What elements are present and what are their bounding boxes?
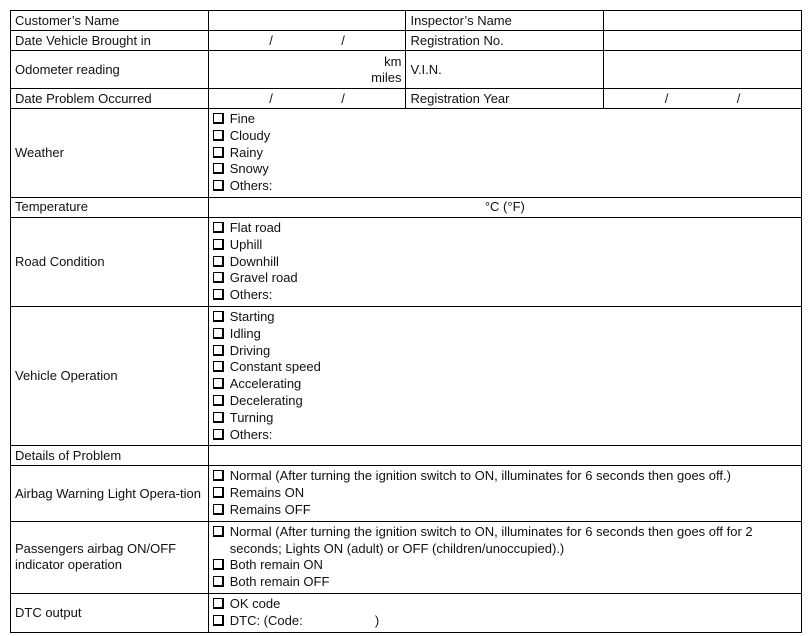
inspectors-name-field[interactable] (604, 11, 802, 31)
option-label: Starting (229, 308, 275, 324)
diagnosis-form (10, 10, 802, 633)
weather-options (208, 109, 801, 198)
option-passenger-normal[interactable] (213, 524, 797, 558)
row-dtc (11, 593, 802, 632)
option-weather-others[interactable] (213, 178, 797, 195)
checkbox-icon[interactable] (213, 598, 224, 609)
option-label: Downhill (229, 253, 279, 269)
airbag-light-options (208, 466, 801, 521)
row-vehicle-operation (11, 306, 802, 445)
checkbox-icon[interactable] (213, 272, 224, 283)
option-op-others[interactable] (213, 427, 797, 444)
option-dtc-code[interactable] (213, 613, 797, 630)
date-problem-label: Date Problem Occurred (11, 89, 209, 109)
details-field[interactable] (208, 446, 801, 466)
date-separator: / (269, 32, 273, 48)
checkbox-icon[interactable] (213, 378, 224, 389)
row-names (11, 11, 802, 31)
option-op-driving[interactable] (213, 343, 797, 360)
checkbox-icon[interactable] (213, 412, 224, 423)
row-details (11, 446, 802, 466)
option-op-accelerating[interactable] (213, 376, 797, 393)
date-problem-field[interactable] (208, 89, 406, 109)
date-brought-label: Date Vehicle Brought in (11, 31, 209, 51)
option-label: Driving (229, 342, 271, 358)
checkbox-icon[interactable] (213, 256, 224, 267)
checkbox-icon[interactable] (213, 504, 224, 515)
option-airbag-remains-off[interactable] (213, 502, 797, 519)
checkbox-icon[interactable] (213, 163, 224, 174)
registration-no-label: Registration No. (406, 31, 604, 51)
option-label: Flat road (229, 219, 282, 235)
checkbox-icon[interactable] (213, 328, 224, 339)
passenger-airbag-label: Passengers airbag ON/OFF indicator operation (11, 521, 209, 593)
option-label: Gravel road (229, 270, 298, 286)
airbag-light-label: Airbag Warning Light Opera-tion (11, 466, 209, 521)
checkbox-icon[interactable] (213, 559, 224, 570)
option-dtc-ok[interactable] (213, 596, 797, 613)
option-weather-rainy[interactable] (213, 145, 797, 162)
row-road-condition (11, 217, 802, 306)
option-label: Remains ON (229, 485, 305, 501)
checkbox-icon[interactable] (213, 395, 224, 406)
option-label: Idling (229, 325, 261, 341)
checkbox-icon[interactable] (213, 222, 224, 233)
option-label: Others: (229, 178, 273, 194)
checkbox-icon[interactable] (213, 429, 224, 440)
vin-field[interactable] (604, 51, 802, 89)
row-date-problem (11, 89, 802, 109)
road-condition-label: Road Condition (11, 217, 209, 306)
date-separator: / (341, 90, 345, 106)
unit-km: km (384, 53, 402, 69)
customers-name-field[interactable] (208, 11, 406, 31)
option-label: Constant speed (229, 359, 321, 375)
form-table (10, 10, 802, 633)
checkbox-icon[interactable] (213, 130, 224, 141)
option-label: Uphill (229, 236, 263, 252)
dtc-label: DTC output (11, 593, 209, 632)
option-airbag-normal[interactable] (213, 468, 797, 485)
checkbox-icon[interactable] (213, 180, 224, 191)
temperature-field[interactable] (208, 197, 801, 217)
option-airbag-remains-on[interactable] (213, 485, 797, 502)
passenger-airbag-options (208, 521, 801, 593)
checkbox-icon[interactable] (213, 289, 224, 300)
date-separator: / (736, 90, 741, 106)
checkbox-icon[interactable] (213, 311, 224, 322)
option-label: Others: (229, 426, 273, 442)
odometer-label: Odometer reading (11, 51, 209, 89)
option-label: Accelerating (229, 376, 302, 392)
option-label: OK code (229, 595, 281, 611)
option-label: DTC: (Code: ) (229, 612, 380, 628)
customers-name-label: Customer’s Name (11, 11, 209, 31)
weather-label: Weather (11, 109, 209, 198)
vin-label: V.I.N. (406, 51, 604, 89)
date-separator: / (341, 32, 345, 48)
option-label: Normal (After turning the ignition switch to ON, illuminates for 6 seconds then goes off for 2 seconds; Lights ON (adult) or OFF (children/unoccupied).) (229, 523, 753, 556)
option-weather-cloudy[interactable] (213, 128, 797, 145)
checkbox-icon[interactable] (213, 239, 224, 250)
odometer-field[interactable] (208, 51, 406, 89)
row-weather (11, 109, 802, 198)
road-options (208, 217, 801, 306)
checkbox-icon[interactable] (213, 615, 224, 626)
dtc-options (208, 593, 801, 632)
date-separator: / (269, 90, 273, 106)
option-label: Normal (After turning the ignition switch to ON, illuminates for 6 seconds then goes off.) (229, 468, 731, 484)
option-label: Both remain OFF (229, 574, 330, 590)
option-op-turning[interactable] (213, 410, 797, 427)
option-label: Decelerating (229, 392, 303, 408)
temperature-label: Temperature (11, 197, 209, 217)
option-label: Fine (229, 111, 256, 126)
option-op-decelerating[interactable] (213, 393, 797, 410)
option-weather-fine[interactable] (213, 111, 797, 128)
unit-miles: miles (371, 69, 402, 85)
option-label: Remains OFF (229, 501, 311, 517)
vehicle-operation-label: Vehicle Operation (11, 306, 209, 445)
option-label: Cloudy (229, 127, 271, 143)
temperature-unit: °C (°F) (484, 199, 525, 215)
registration-year-label: Registration Year (406, 89, 604, 109)
operation-options (208, 306, 801, 445)
checkbox-icon[interactable] (213, 113, 224, 124)
option-label: Others: (229, 287, 273, 303)
option-label: Snowy (229, 161, 269, 177)
option-passenger-both-off[interactable] (213, 574, 797, 591)
option-road-gravel[interactable] (213, 270, 797, 287)
checkbox-icon[interactable] (213, 576, 224, 587)
date-brought-field[interactable] (208, 31, 406, 51)
checkbox-icon[interactable] (213, 361, 224, 372)
checkbox-icon[interactable] (213, 526, 224, 537)
option-label: Both remain ON (229, 557, 323, 573)
checkbox-icon[interactable] (213, 470, 224, 481)
option-op-idling[interactable] (213, 326, 797, 343)
option-road-downhill[interactable] (213, 254, 797, 271)
details-label: Details of Problem (11, 446, 209, 466)
row-odometer (11, 51, 802, 89)
checkbox-icon[interactable] (213, 147, 224, 158)
option-passenger-both-on[interactable] (213, 557, 797, 574)
row-passenger-airbag (11, 521, 802, 593)
registration-no-field[interactable] (604, 31, 802, 51)
registration-year-field[interactable] (604, 89, 802, 109)
option-road-uphill[interactable] (213, 237, 797, 254)
option-op-constant-speed[interactable] (213, 359, 797, 376)
checkbox-icon[interactable] (213, 487, 224, 498)
option-label: Rainy (229, 144, 263, 160)
row-temperature (11, 197, 802, 217)
date-separator: / (664, 90, 669, 106)
row-date-brought (11, 31, 802, 51)
row-airbag-light (11, 466, 802, 521)
option-label: Turning (229, 409, 274, 425)
option-weather-snowy[interactable] (213, 161, 797, 178)
option-road-others[interactable] (213, 287, 797, 304)
inspectors-name-label: Inspector’s Name (406, 11, 604, 31)
option-road-flat[interactable] (213, 220, 797, 237)
checkbox-icon[interactable] (213, 345, 224, 356)
option-op-starting[interactable] (213, 309, 797, 326)
